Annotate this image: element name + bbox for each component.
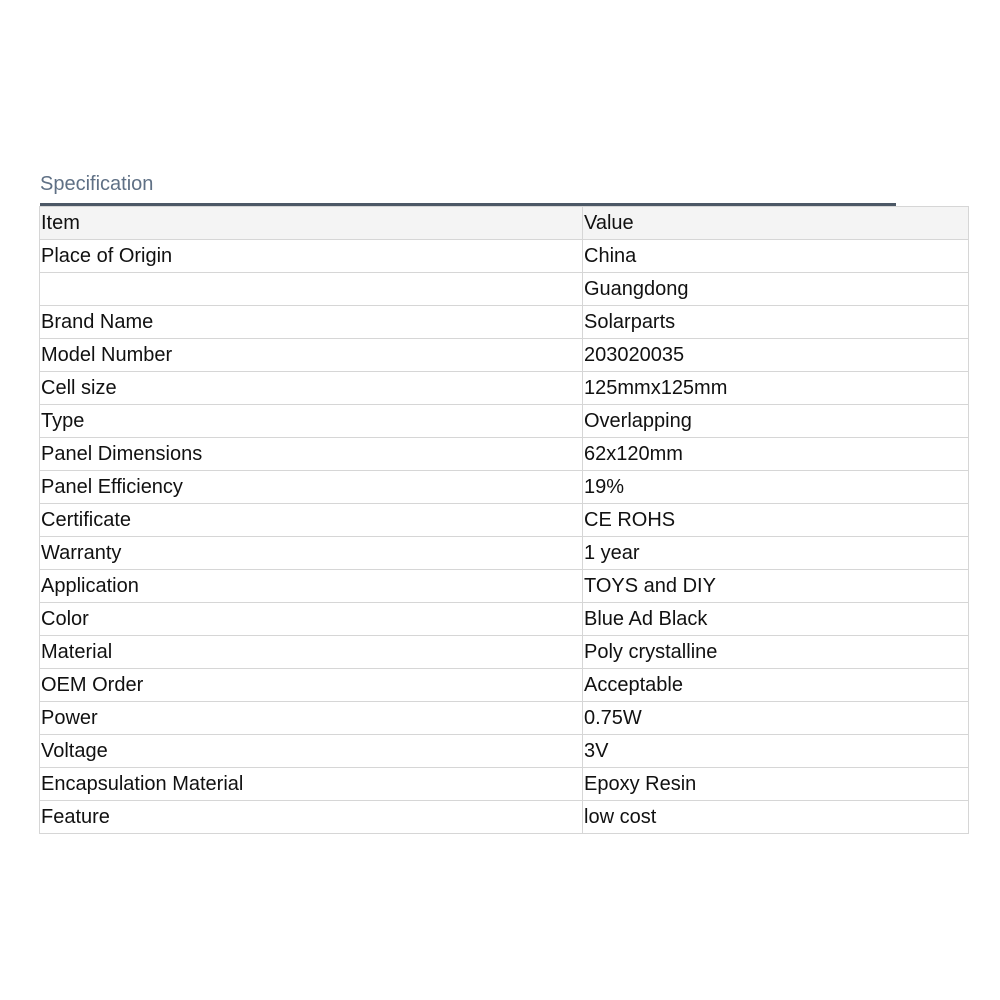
item-cell: Panel Dimensions: [40, 438, 583, 471]
table-row: [40, 636, 969, 669]
section-title: Specification: [40, 173, 154, 195]
item-cell: Application: [40, 570, 583, 603]
value-cell: 3V: [583, 735, 969, 768]
item-cell: Encapsulation Material: [40, 768, 583, 801]
item-cell: Brand Name: [40, 306, 583, 339]
value-cell: Blue Ad Black: [583, 603, 969, 636]
item-cell: Color: [40, 603, 583, 636]
table-row: [40, 768, 969, 801]
item-cell: Material: [40, 636, 583, 669]
value-cell: China: [583, 240, 969, 273]
item-cell: Place of Origin: [40, 240, 583, 273]
table-row: [40, 306, 969, 339]
value-cell: TOYS and DIY: [583, 570, 969, 603]
item-cell: [40, 273, 583, 306]
table-row: [40, 405, 969, 438]
item-cell: Power: [40, 702, 583, 735]
specification-table: [39, 206, 969, 834]
table-row: [40, 801, 969, 834]
table-body: [40, 207, 969, 834]
item-cell: Feature: [40, 801, 583, 834]
item-cell: Voltage: [40, 735, 583, 768]
value-cell: CE ROHS: [583, 504, 969, 537]
item-cell: Warranty: [40, 537, 583, 570]
header-value: Value: [583, 207, 969, 240]
value-cell: 62x120mm: [583, 438, 969, 471]
value-cell: 125mmx125mm: [583, 372, 969, 405]
table-row: [40, 471, 969, 504]
value-cell: Poly crystalline: [583, 636, 969, 669]
item-cell: Model Number: [40, 339, 583, 372]
item-cell: OEM Order: [40, 669, 583, 702]
table-row: [40, 537, 969, 570]
item-cell: Cell size: [40, 372, 583, 405]
value-cell: Epoxy Resin: [583, 768, 969, 801]
item-cell: Type: [40, 405, 583, 438]
value-cell: Guangdong: [583, 273, 969, 306]
header-item: Item: [40, 207, 583, 240]
item-cell: Panel Efficiency: [40, 471, 583, 504]
value-cell: 203020035: [583, 339, 969, 372]
table-row: [40, 669, 969, 702]
item-cell: Certificate: [40, 504, 583, 537]
value-cell: 19%: [583, 471, 969, 504]
table-row: [40, 339, 969, 372]
value-cell: Solarparts: [583, 306, 969, 339]
value-cell: low cost: [583, 801, 969, 834]
table-row: [40, 372, 969, 405]
table-row: [40, 504, 969, 537]
table-row: [40, 735, 969, 768]
table-row: [40, 570, 969, 603]
value-cell: Acceptable: [583, 669, 969, 702]
value-cell: Overlapping: [583, 405, 969, 438]
table-row: [40, 702, 969, 735]
value-cell: 0.75W: [583, 702, 969, 735]
table-row: [40, 438, 969, 471]
table-row: [40, 273, 969, 306]
table-row: [40, 240, 969, 273]
table-header-row: [40, 207, 969, 240]
value-cell: 1 year: [583, 537, 969, 570]
table-row: [40, 603, 969, 636]
